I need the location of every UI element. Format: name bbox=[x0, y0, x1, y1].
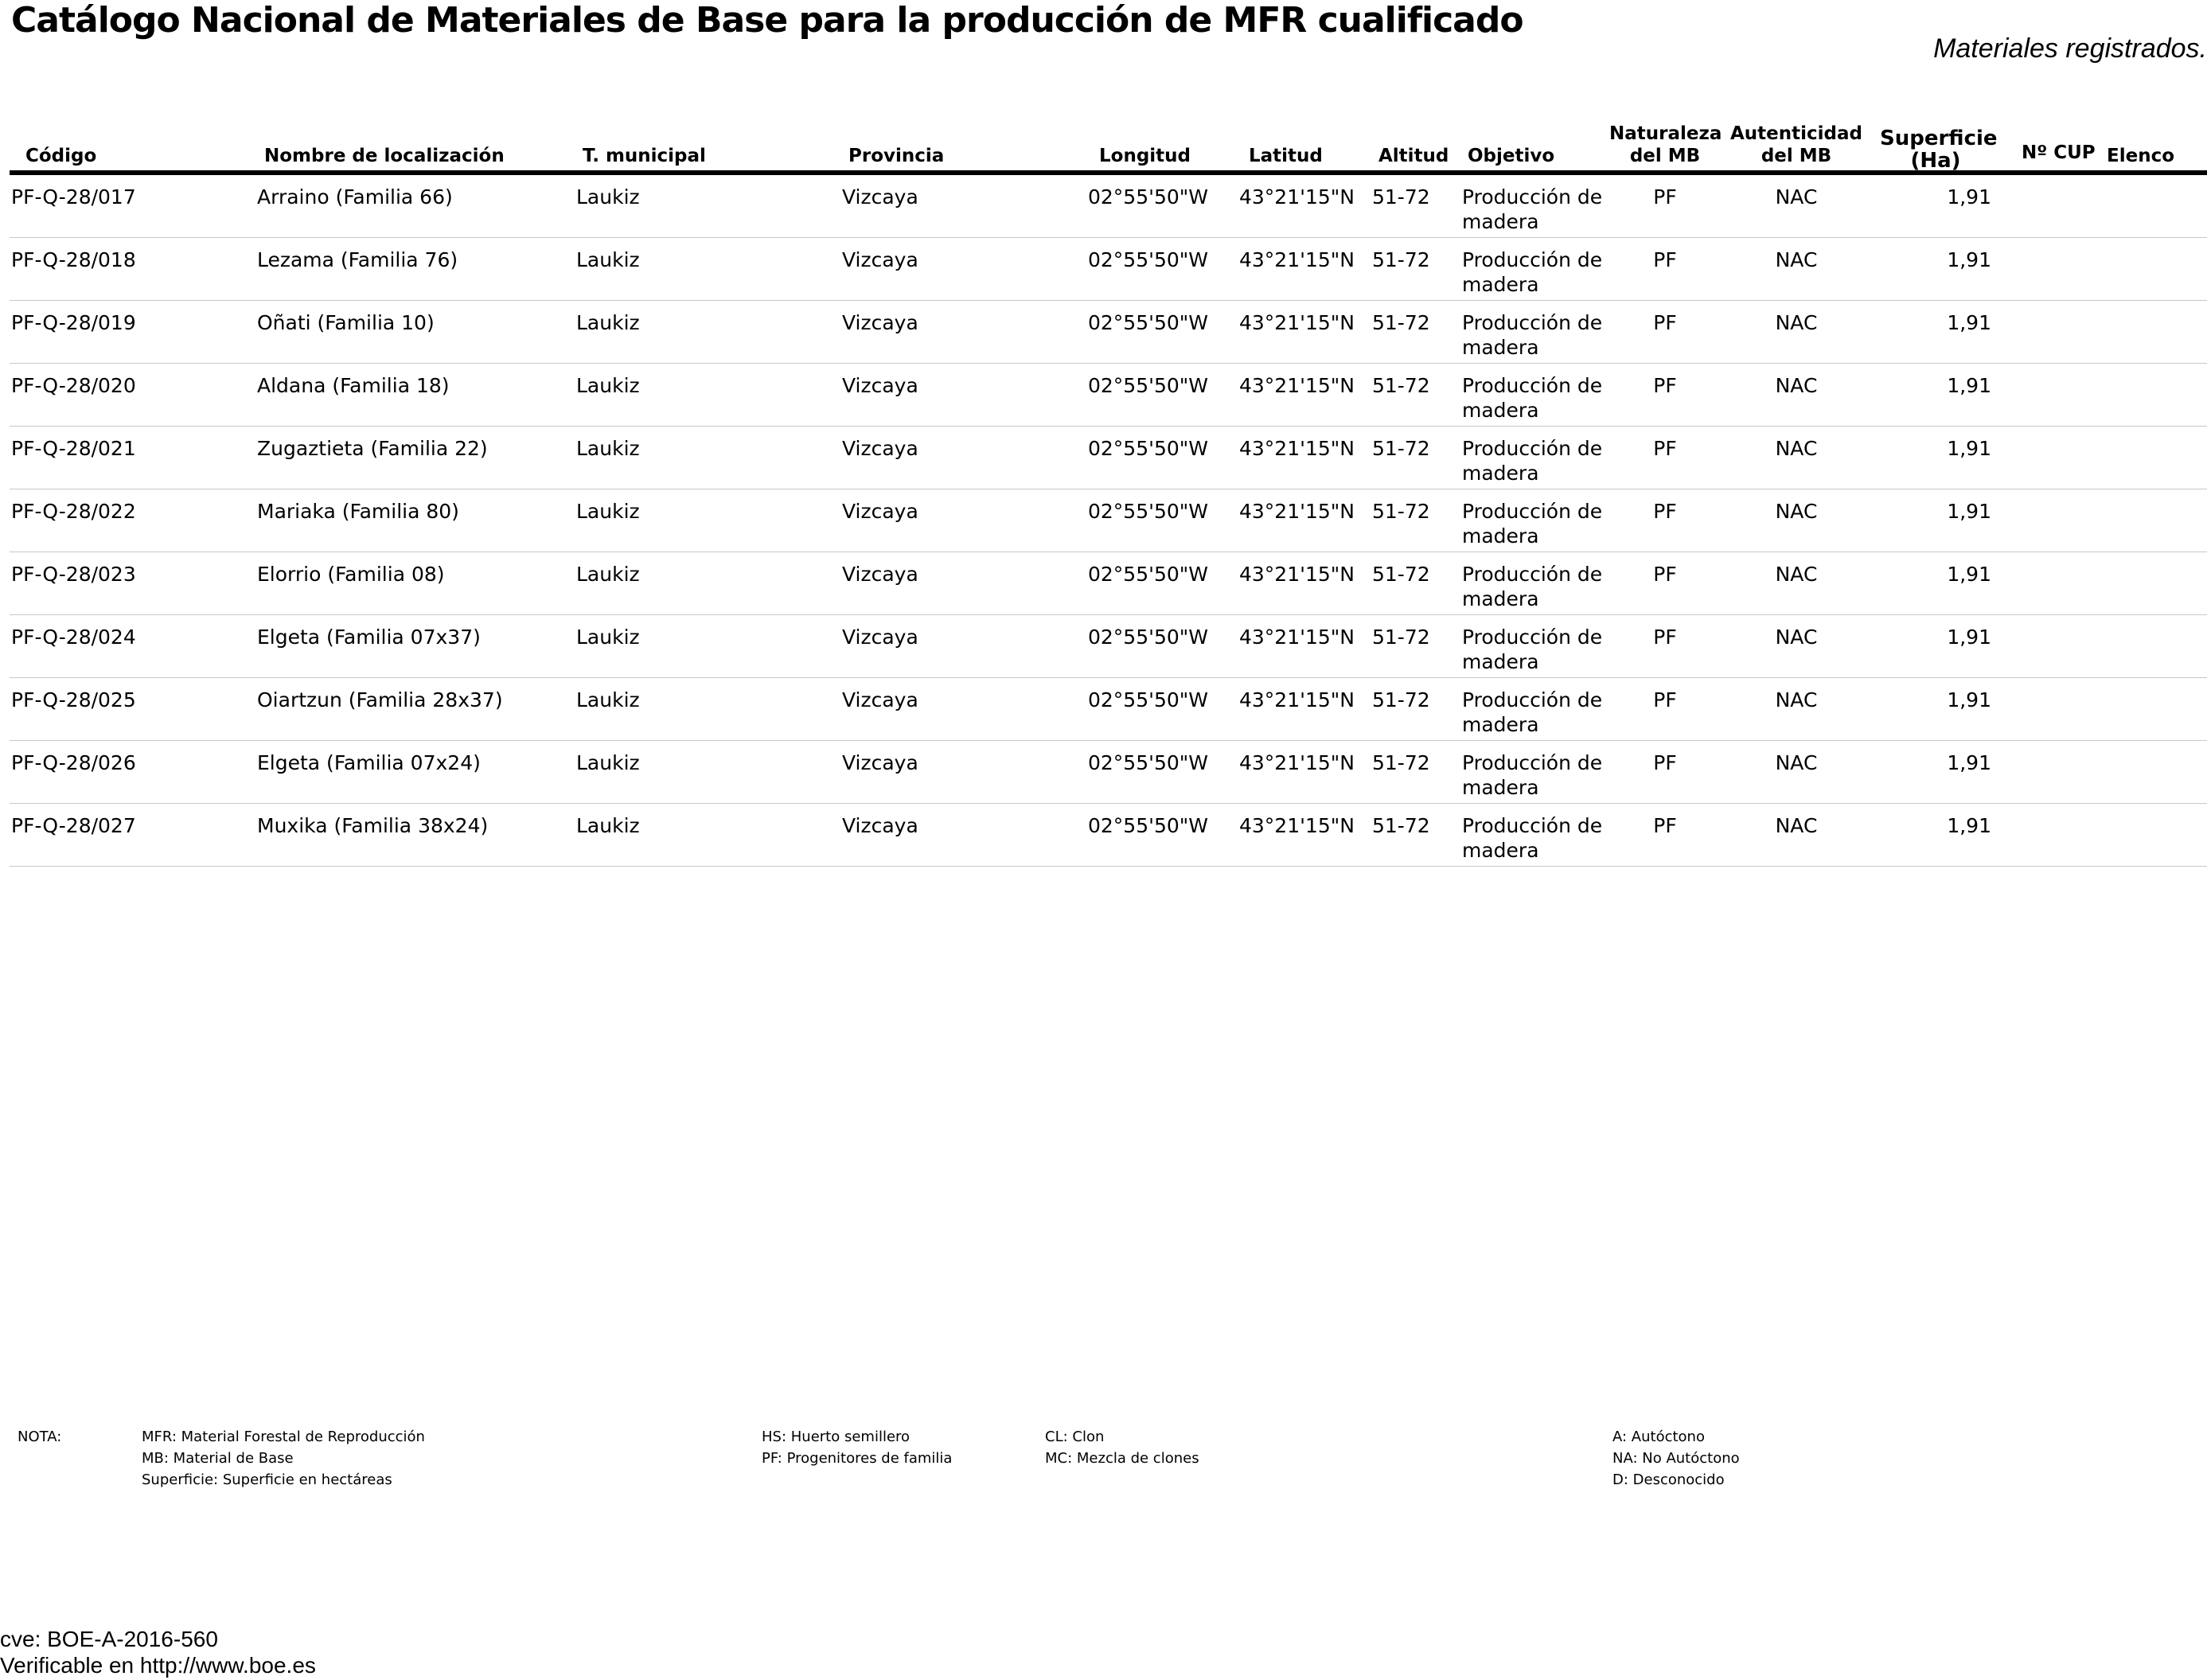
cell-objetivo-line: Producción de bbox=[1462, 185, 1603, 209]
header-codigo: Código bbox=[25, 146, 97, 166]
cell-provincia: Vizcaya bbox=[842, 437, 918, 460]
cell-altitud: 51-72 bbox=[1372, 311, 1430, 334]
cell-objetivo bbox=[1462, 688, 1602, 737]
cell-latitud: 43°21'15"N bbox=[1239, 500, 1355, 523]
cell-autenticidad: NAC bbox=[1775, 751, 1818, 774]
header-nombre: Nombre de localización bbox=[264, 146, 505, 166]
cell-nombre: Oiartzun (Familia 28x37) bbox=[257, 688, 503, 711]
cell-altitud: 51-72 bbox=[1372, 751, 1430, 774]
notes-col-1 bbox=[142, 1426, 425, 1491]
cell-nombre: Aldana (Familia 18) bbox=[257, 374, 450, 397]
cell-superficie: 1,91 bbox=[1947, 563, 1991, 586]
table-row bbox=[10, 615, 2207, 678]
note-item: MB: Material de Base bbox=[142, 1450, 294, 1467]
cell-municipal: Laukiz bbox=[576, 500, 640, 523]
cell-altitud: 51-72 bbox=[1372, 814, 1430, 837]
cell-municipal: Laukiz bbox=[576, 311, 640, 334]
cell-latitud: 43°21'15"N bbox=[1239, 248, 1355, 271]
cell-objetivo-line: madera bbox=[1462, 839, 1539, 862]
cell-objetivo-line: Producción de bbox=[1462, 751, 1603, 774]
table-row bbox=[10, 301, 2207, 364]
cell-latitud: 43°21'15"N bbox=[1239, 437, 1355, 460]
page-subtitle: Materiales registrados. bbox=[1933, 33, 2207, 64]
cell-altitud: 51-72 bbox=[1372, 563, 1430, 586]
header-longitud: Longitud bbox=[1099, 146, 1191, 166]
cell-latitud: 43°21'15"N bbox=[1239, 814, 1355, 837]
cell-longitud: 02°55'50"W bbox=[1088, 751, 1209, 774]
cell-objetivo-line: madera bbox=[1462, 776, 1539, 799]
cell-objetivo bbox=[1462, 310, 1602, 360]
cell-longitud: 02°55'50"W bbox=[1088, 374, 1209, 397]
cell-naturaleza: PF bbox=[1653, 374, 1677, 397]
cell-objetivo-line: madera bbox=[1462, 524, 1539, 548]
cell-objetivo-line: Producción de bbox=[1462, 437, 1603, 460]
cell-altitud: 51-72 bbox=[1372, 626, 1430, 649]
cell-naturaleza: PF bbox=[1653, 185, 1677, 209]
cell-longitud: 02°55'50"W bbox=[1088, 626, 1209, 649]
cell-codigo: PF-Q-28/025 bbox=[11, 688, 136, 711]
cell-provincia: Vizcaya bbox=[842, 751, 918, 774]
cell-altitud: 51-72 bbox=[1372, 185, 1430, 209]
note-item: MC: Mezcla de clones bbox=[1045, 1450, 1199, 1467]
header-superficie-line1: Superficie bbox=[1880, 127, 1998, 150]
cell-naturaleza: PF bbox=[1653, 626, 1677, 649]
header-objetivo: Objetivo bbox=[1468, 146, 1555, 166]
cell-codigo: PF-Q-28/021 bbox=[11, 437, 136, 460]
cell-nombre: Arraino (Familia 66) bbox=[257, 185, 453, 209]
cell-autenticidad: NAC bbox=[1775, 626, 1818, 649]
cell-naturaleza: PF bbox=[1653, 688, 1677, 711]
cell-autenticidad: NAC bbox=[1775, 374, 1818, 397]
cell-latitud: 43°21'15"N bbox=[1239, 185, 1355, 209]
header-superficie bbox=[1880, 127, 1998, 173]
header-cup: Nº CUP bbox=[2022, 142, 2096, 163]
header-naturaleza-line1: Naturaleza bbox=[1609, 123, 1722, 144]
cell-superficie: 1,91 bbox=[1947, 311, 1991, 334]
cell-codigo: PF-Q-28/027 bbox=[11, 814, 136, 837]
cell-provincia: Vizcaya bbox=[842, 626, 918, 649]
cell-longitud: 02°55'50"W bbox=[1088, 814, 1209, 837]
note-item: MFR: Material Forestal de Reproducción bbox=[142, 1429, 425, 1445]
notes-col-4 bbox=[1612, 1426, 1740, 1491]
cell-municipal: Laukiz bbox=[576, 688, 640, 711]
cell-altitud: 51-72 bbox=[1372, 374, 1430, 397]
header-naturaleza bbox=[1609, 123, 1721, 167]
table-row bbox=[10, 427, 2207, 489]
cell-objetivo-line: madera bbox=[1462, 273, 1539, 296]
cell-municipal: Laukiz bbox=[576, 626, 640, 649]
header-altitud: Altitud bbox=[1378, 146, 1449, 166]
cell-objetivo bbox=[1462, 625, 1602, 674]
cell-naturaleza: PF bbox=[1653, 437, 1677, 460]
note-item: PF: Progenitores de familia bbox=[762, 1450, 953, 1467]
cell-longitud: 02°55'50"W bbox=[1088, 248, 1209, 271]
header-naturaleza-line2: del MB bbox=[1629, 146, 1701, 166]
table-body bbox=[10, 175, 2207, 867]
note-item: D: Desconocido bbox=[1612, 1471, 1725, 1488]
cell-objetivo-line: Producción de bbox=[1462, 248, 1603, 271]
cell-municipal: Laukiz bbox=[576, 437, 640, 460]
cell-nombre: Muxika (Familia 38x24) bbox=[257, 814, 489, 837]
table-header bbox=[10, 118, 2207, 175]
footer-verify-link[interactable]: Verificable en http://www.boe.es bbox=[0, 1653, 316, 1678]
cell-objetivo bbox=[1462, 436, 1602, 485]
cell-objetivo-line: Producción de bbox=[1462, 626, 1603, 649]
cell-altitud: 51-72 bbox=[1372, 688, 1430, 711]
cell-municipal: Laukiz bbox=[576, 814, 640, 837]
table-row bbox=[10, 364, 2207, 427]
header-provincia: Provincia bbox=[848, 146, 945, 166]
cell-superficie: 1,91 bbox=[1947, 185, 1991, 209]
notes-col-2 bbox=[762, 1426, 952, 1469]
note-item: NA: No Autóctono bbox=[1612, 1450, 1740, 1467]
cell-objetivo bbox=[1462, 499, 1602, 548]
note-item: A: Autóctono bbox=[1612, 1429, 1705, 1445]
cell-objetivo-line: Producción de bbox=[1462, 374, 1603, 397]
cell-longitud: 02°55'50"W bbox=[1088, 185, 1209, 209]
cell-altitud: 51-72 bbox=[1372, 437, 1430, 460]
cell-objetivo-line: madera bbox=[1462, 650, 1539, 673]
footer-cve: cve: BOE-A-2016-560 bbox=[0, 1627, 218, 1651]
cell-nombre: Elgeta (Familia 07x24) bbox=[257, 751, 481, 774]
cell-latitud: 43°21'15"N bbox=[1239, 374, 1355, 397]
cell-autenticidad: NAC bbox=[1775, 563, 1818, 586]
cell-objetivo-line: madera bbox=[1462, 399, 1539, 422]
header-autenticidad bbox=[1729, 123, 1864, 167]
cell-longitud: 02°55'50"W bbox=[1088, 311, 1209, 334]
cell-codigo: PF-Q-28/022 bbox=[11, 500, 136, 523]
note-item: CL: Clon bbox=[1045, 1429, 1105, 1445]
cell-objetivo-line: madera bbox=[1462, 587, 1539, 610]
cell-latitud: 43°21'15"N bbox=[1239, 563, 1355, 586]
cell-naturaleza: PF bbox=[1653, 751, 1677, 774]
cell-objetivo bbox=[1462, 562, 1602, 611]
cell-superficie: 1,91 bbox=[1947, 688, 1991, 711]
notes-label: NOTA: bbox=[18, 1429, 62, 1445]
cell-latitud: 43°21'15"N bbox=[1239, 688, 1355, 711]
cell-codigo: PF-Q-28/024 bbox=[11, 626, 136, 649]
cell-naturaleza: PF bbox=[1653, 311, 1677, 334]
cell-nombre: Lezama (Familia 76) bbox=[257, 248, 458, 271]
cell-superficie: 1,91 bbox=[1947, 751, 1991, 774]
cell-autenticidad: NAC bbox=[1775, 688, 1818, 711]
cell-naturaleza: PF bbox=[1653, 248, 1677, 271]
table-row bbox=[10, 804, 2207, 867]
cell-superficie: 1,91 bbox=[1947, 374, 1991, 397]
cell-autenticidad: NAC bbox=[1775, 500, 1818, 523]
cell-objetivo bbox=[1462, 750, 1602, 800]
cell-objetivo-line: madera bbox=[1462, 210, 1539, 233]
cell-nombre: Elgeta (Familia 07x37) bbox=[257, 626, 481, 649]
cell-municipal: Laukiz bbox=[576, 185, 640, 209]
cell-latitud: 43°21'15"N bbox=[1239, 311, 1355, 334]
cell-codigo: PF-Q-28/026 bbox=[11, 751, 136, 774]
cell-provincia: Vizcaya bbox=[842, 185, 918, 209]
cell-superficie: 1,91 bbox=[1947, 500, 1991, 523]
cell-naturaleza: PF bbox=[1653, 814, 1677, 837]
header-elenco: Elenco bbox=[2107, 146, 2175, 166]
cell-provincia: Vizcaya bbox=[842, 814, 918, 837]
cell-municipal: Laukiz bbox=[576, 374, 640, 397]
cell-objetivo bbox=[1462, 813, 1602, 863]
cell-codigo: PF-Q-28/019 bbox=[11, 311, 136, 334]
cell-municipal: Laukiz bbox=[576, 563, 640, 586]
cell-objetivo-line: Producción de bbox=[1462, 500, 1603, 523]
cell-objetivo-line: Producción de bbox=[1462, 688, 1603, 711]
cell-naturaleza: PF bbox=[1653, 563, 1677, 586]
table-row bbox=[10, 678, 2207, 741]
cell-objetivo bbox=[1462, 248, 1602, 297]
cell-nombre: Mariaka (Familia 80) bbox=[257, 500, 459, 523]
table-row bbox=[10, 741, 2207, 804]
cell-superficie: 1,91 bbox=[1947, 626, 1991, 649]
cell-altitud: 51-72 bbox=[1372, 500, 1430, 523]
header-superficie-line2: (Ha) bbox=[1910, 149, 1961, 173]
cell-objetivo bbox=[1462, 185, 1602, 234]
cell-provincia: Vizcaya bbox=[842, 688, 918, 711]
table-row bbox=[10, 238, 2207, 301]
cell-codigo: PF-Q-28/023 bbox=[11, 563, 136, 586]
cell-longitud: 02°55'50"W bbox=[1088, 437, 1209, 460]
cell-provincia: Vizcaya bbox=[842, 563, 918, 586]
cell-autenticidad: NAC bbox=[1775, 311, 1818, 334]
cell-municipal: Laukiz bbox=[576, 248, 640, 271]
cell-codigo: PF-Q-28/018 bbox=[11, 248, 136, 271]
header-autenticidad-line2: del MB bbox=[1761, 146, 1832, 166]
cell-objetivo-line: madera bbox=[1462, 462, 1539, 485]
cell-naturaleza: PF bbox=[1653, 500, 1677, 523]
page-title: Catálogo Nacional de Materiales de Base para la producción de MFR cualificado bbox=[11, 0, 1523, 41]
cell-nombre: Elorrio (Familia 08) bbox=[257, 563, 445, 586]
cell-provincia: Vizcaya bbox=[842, 248, 918, 271]
cell-autenticidad: NAC bbox=[1775, 185, 1818, 209]
cell-provincia: Vizcaya bbox=[842, 374, 918, 397]
cell-nombre: Zugaztieta (Familia 22) bbox=[257, 437, 488, 460]
cell-municipal: Laukiz bbox=[576, 751, 640, 774]
notes-col-3 bbox=[1045, 1426, 1199, 1469]
cell-superficie: 1,91 bbox=[1947, 248, 1991, 271]
cell-codigo: PF-Q-28/017 bbox=[11, 185, 136, 209]
cell-superficie: 1,91 bbox=[1947, 814, 1991, 837]
cell-longitud: 02°55'50"W bbox=[1088, 500, 1209, 523]
cell-objetivo-line: Producción de bbox=[1462, 814, 1603, 837]
cell-autenticidad: NAC bbox=[1775, 437, 1818, 460]
table-row bbox=[10, 552, 2207, 615]
table-row bbox=[10, 175, 2207, 238]
note-item: HS: Huerto semillero bbox=[762, 1429, 910, 1445]
cell-provincia: Vizcaya bbox=[842, 500, 918, 523]
cell-longitud: 02°55'50"W bbox=[1088, 563, 1209, 586]
cell-objetivo bbox=[1462, 373, 1602, 423]
cell-autenticidad: NAC bbox=[1775, 248, 1818, 271]
cell-objetivo-line: madera bbox=[1462, 713, 1539, 736]
header-municipal: T. municipal bbox=[583, 146, 706, 166]
note-item: Superficie: Superficie en hectáreas bbox=[142, 1471, 392, 1488]
cell-objetivo-line: Producción de bbox=[1462, 311, 1603, 334]
cell-codigo: PF-Q-28/020 bbox=[11, 374, 136, 397]
header-latitud: Latitud bbox=[1249, 146, 1323, 166]
cell-objetivo-line: madera bbox=[1462, 336, 1539, 359]
cell-latitud: 43°21'15"N bbox=[1239, 751, 1355, 774]
cell-provincia: Vizcaya bbox=[842, 311, 918, 334]
table-row bbox=[10, 489, 2207, 552]
cell-longitud: 02°55'50"W bbox=[1088, 688, 1209, 711]
cell-nombre: Oñati (Familia 10) bbox=[257, 311, 435, 334]
cell-autenticidad: NAC bbox=[1775, 814, 1818, 837]
header-autenticidad-line1: Autenticidad bbox=[1730, 123, 1862, 144]
cell-latitud: 43°21'15"N bbox=[1239, 626, 1355, 649]
cell-superficie: 1,91 bbox=[1947, 437, 1991, 460]
cell-objetivo-line: Producción de bbox=[1462, 563, 1603, 586]
cell-altitud: 51-72 bbox=[1372, 248, 1430, 271]
